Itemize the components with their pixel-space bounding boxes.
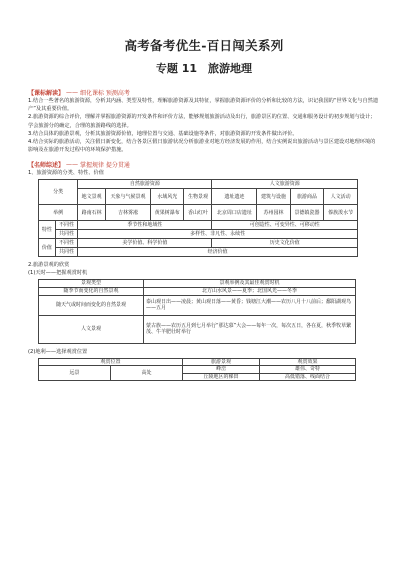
table-cell: 价值 [39,239,56,257]
table-cell: 多样性、非凡性、永续性 [78,230,358,239]
table-cell: 北方山水风景——夏季；北国风光——冬季 [144,288,356,296]
doc-title: 高考备考优生-百日闯关系列 [124,38,284,53]
table-cell: 分类 [39,180,78,205]
table-cell: 景观举例及其最佳观赏时机 [144,280,356,288]
table-cell: 高处 [111,366,183,381]
item-heading: 2.旅游景观的欣赏 [28,262,70,269]
banner-tail: 掌握规律 提分贯通 [80,162,130,170]
table-cell: 蒙古族——农历五月到七月举行“那达慕”大会——每年一次，每次五日，各在夏，秋季牧草繁茂、牛羊肥壮时举行 [144,315,356,343]
table-cell: 人文旅游资源 [212,180,358,189]
table-cell: 随季节而变化的自然景观 [39,288,144,296]
table-cell: 可创造性、可变异性、可移动性 [212,221,358,230]
table-cell: 观赏位置 [39,358,183,366]
table-cell: 不同性 [55,221,77,230]
paragraph: 1.结合一些著名的旅游资源，分析其内涵、类型及特性，理解旅游资源及其特征，掌握旅游资源评价的分析和比较的方法，识记我国的“世界文化与自然遗产”及其重要价值。 [28,98,379,113]
table-cell: 吉林雾凇 [106,205,151,221]
table-cell: 香山红叶 [184,205,212,221]
table-cell: 泰山观日出——凌晨；黄山观日落——黄昏；钱塘江大潮——农历八月十八前后；鄱阳湖观鸟——五月 [144,295,356,315]
table-cell: 远景 [39,366,111,381]
section-banner-summary [28,160,380,169]
table-cell: 特性 [39,221,56,239]
section-banner-curriculum [28,88,380,97]
table-cell: 旅游商品 [290,189,324,205]
paragraph: 2.旅游资源的综合评价，理解并掌握旅游资源的开发条件和评价方法，能够规划旅游活动及出行，旅游景区的位置、交通和服务设计的初步规划与设计；学会旅游分的确定，合理的旅游路线的选择。 [28,114,376,129]
table-cell: 共同性 [55,230,77,239]
table-cell: 北京周口店遗址 [212,205,257,221]
season-table [38,279,356,343]
table-cell: 景德镇瓷器 [290,205,324,221]
table-cell: 不同性 [55,239,77,248]
table-cell: 峰峦 [183,366,260,374]
banner-dash: —— [66,161,79,169]
table-cell: 随天气或时间而变化的自然景观 [39,295,144,315]
item-subheading: (2)地利——选择观赏位置 [28,348,88,355]
paragraph: 3.结合具体的旅游景观，分析其旅游资源价值，地理位置与交通、基础设施等条件，对旅游资源的开发条件做出评价。 [28,130,298,137]
position-table [38,358,356,382]
table-cell: 丘陵地区的梯田 [183,373,260,381]
table-cell: 举例 [39,205,78,221]
doc-subtitle: 专题 11 旅游地理 [155,62,253,75]
table-cell: 季节性和地域性 [78,221,212,230]
resource-table [38,179,358,257]
table-cell: 自然旅游资源 [78,180,212,189]
table-cell: 人文活动 [324,189,358,205]
table-cell: 观赏效果 [259,358,355,366]
table-cell: 黄果树瀑布 [150,205,184,221]
table-cell: 雄伟、奇特 [259,366,355,374]
banner-tail: 细化课标 预测高考 [80,90,130,97]
paragraph: 4.结合实际的旅游活动，关注假日新变化，结合各景区假日旅游状况分析旅游业对地方经济发展的作用，结合实例说出旅游活动与景区建设对地理环境的影响及在旅游开发过程中的环境保护措施。 [28,139,376,154]
table-cell: 水域风光 [150,189,184,205]
table-cell: 共同性 [55,248,77,257]
table-cell: 地文景观 [78,189,106,205]
item-subheading: (1)天时——把握观赏时机 [28,270,88,277]
table-cell: 路南石林 [78,205,106,221]
banner-dash: —— [66,89,79,96]
table-cell: 景观类型 [39,280,144,288]
table-cell: 生物景观 [184,189,212,205]
table-cell: 历史文化价值 [212,239,358,248]
table-cell: 经济价值 [78,248,358,257]
table-cell: 苏州园林 [257,205,291,221]
table-cell: 傣族泼水节 [324,205,358,221]
table-cell: 高低错落、线面结合 [259,373,355,381]
table-cell: 美学价值、科学价值 [78,239,212,248]
table-cell: 天象与气候景观 [106,189,151,205]
table-cell: 建筑与设施 [257,189,291,205]
banner-head: 【名师综述】 [28,162,65,170]
item-heading: 1、旅游资源的分类、特性、价值 [28,170,104,177]
banner-head: 【课标解读】 [28,90,65,97]
table-cell: 旅游景观 [183,358,260,366]
table-cell: 人文景观 [39,315,144,343]
table-cell: 遗址遗迹 [212,189,257,205]
